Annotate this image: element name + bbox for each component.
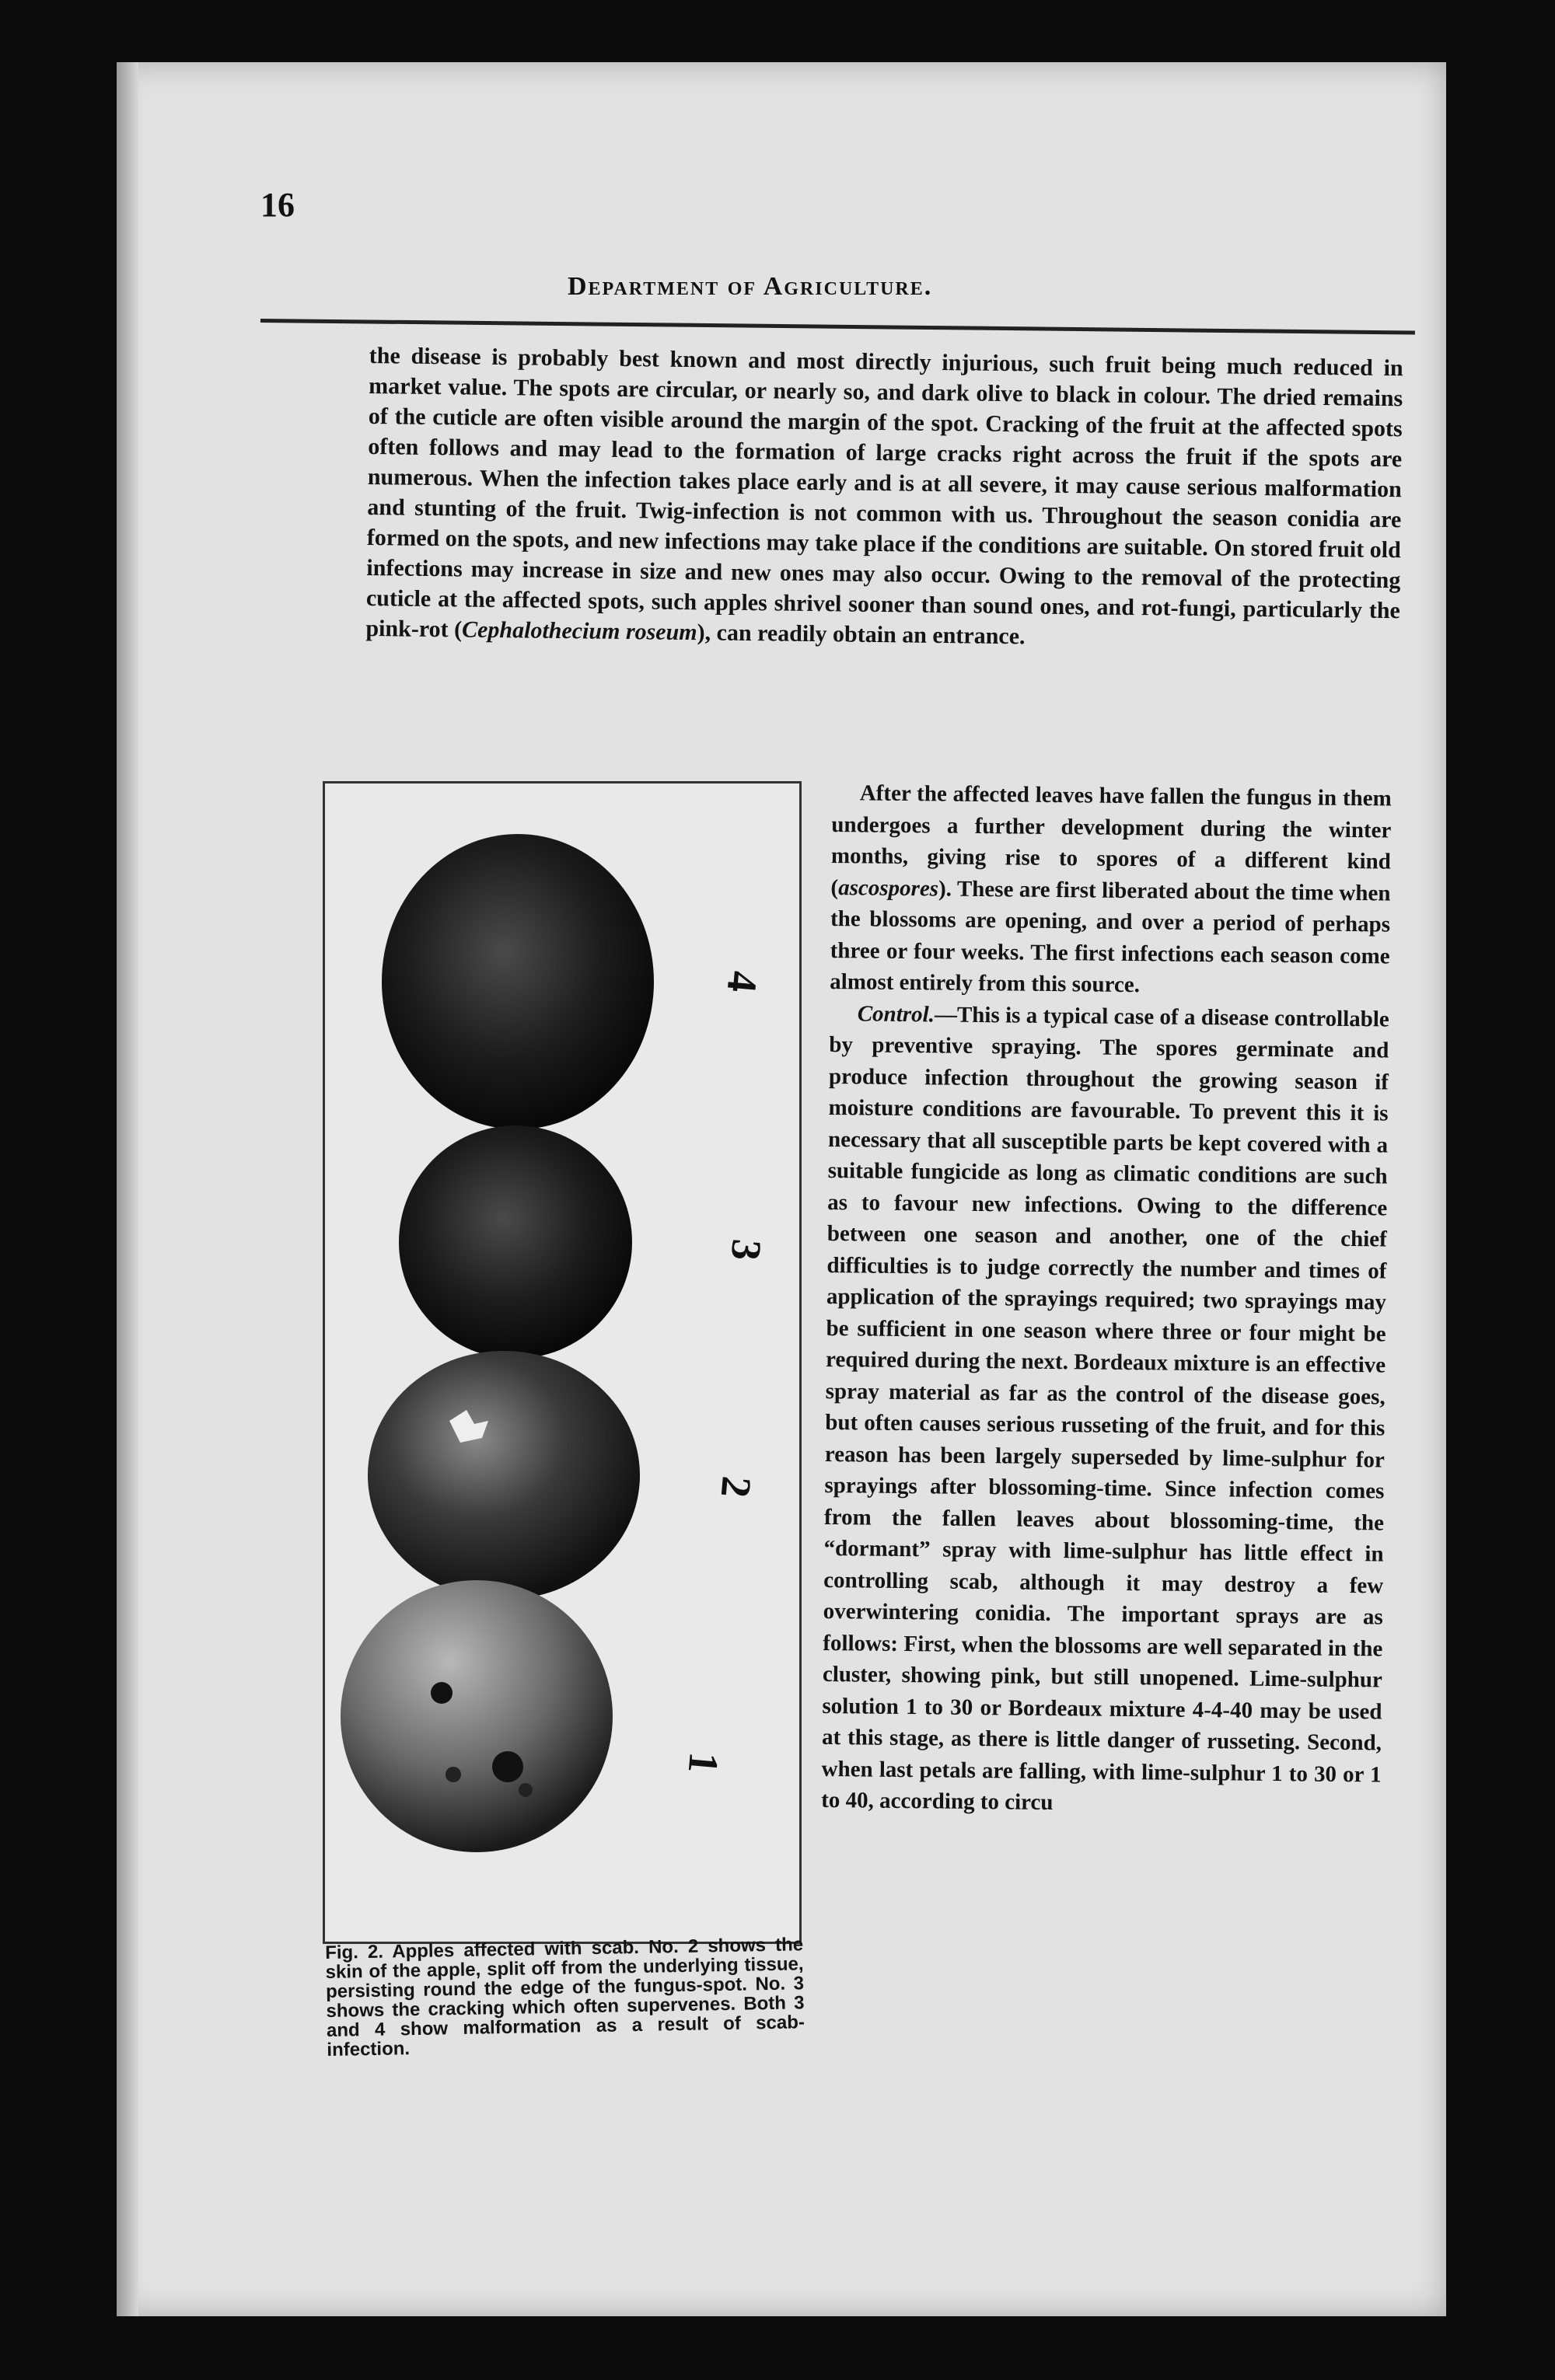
ascospores-term: ascospores [838, 874, 939, 901]
control-paragraph [821, 997, 1389, 1821]
apple-label-4: 4 [718, 968, 767, 995]
apples-illustration [325, 783, 799, 1942]
apple-label-1: 1 [679, 1750, 728, 1776]
scab-spot [492, 1751, 523, 1782]
right-column [821, 777, 1392, 1822]
figure-caption: Fig. 2. Apples affected with scab. No. 2 shows the skin of the apple, split off from the underlying tissue, persisting round the edge of the fungus-spot. No. 3 shows the cracking which often supervenes. Both 3 and 4 show malformation as a result of scab-infection. [324, 1934, 805, 2061]
apple-3 [399, 1125, 632, 1359]
control-heading: Control. [857, 1000, 935, 1027]
top-paragraph-end: ), can readily obtain an entrance. [697, 619, 1026, 650]
ascospores-paragraph [830, 777, 1392, 1003]
apple-label-3: 3 [722, 1237, 771, 1263]
scab-spot [431, 1682, 453, 1704]
scab-spot [519, 1783, 533, 1797]
scab-spot [446, 1767, 461, 1782]
apple-label-2: 2 [711, 1474, 760, 1500]
apple-2 [368, 1351, 640, 1600]
control-text: —This is a typical case of a disease controllable by preventive spraying. The spores germinate and produce infection throughout the growing season if moisture conditions are favourable. To prevent this it is necessary that all susceptible parts be kept covered with a suitable fungicide as long as climatic conditions are such as to favour new infections. Owing to the difference between one season and another, one of the chief difficulties is to judge correctly the number and times of application of the sprayings required; two sprayings may be sufficient in one season where three or four might be required during the next. Bordeaux mixture is an effective spray material as far as the control of the disease goes, but often causes serious russeting of the fruit, and for this reason has been largely superseded by lime-sulphur for sprayings after blossoming-time. Since infection comes from the fallen leaves about blossoming-time, the “dormant” spray with lime-sulphur has little effect in controlling scab, although it may destroy a few overwintering conidia. The important sprays are as follows: First, when the blossoms are well separated in the cluster, showing pink, but still unopened. Lime-sulphur solution 1 to 30 or Bordeaux mixture 4-4-40 may be used at this stage, as there is little danger of russeting. Second, when last petals are falling, with lime-sulphur 1 to 30 or 1 to 40, according to circu [821, 1001, 1389, 1816]
apple-1 [341, 1580, 613, 1852]
apple-photograph [323, 781, 802, 1944]
ascospores-text-end: ). These are first liberated about the time when the blossoms are opening, and over a period of perhaps three or four weeks. The first infections each season come almost entirely from this source. [830, 875, 1391, 998]
page-number: 16 [260, 186, 295, 224]
top-paragraph [365, 340, 1403, 656]
ascospores-text: After the affected leaves have fallen the fungus in them undergoes a further development during the winter months, giving rise to spores of a different kind ( [830, 780, 1392, 900]
top-paragraph-text: the disease is probably best known and most directly injurious, such fruit being much reduced in market value. The spots are circular, or nearly so, and dark olive to black in colour. The dried remains of the cuticle are often visible around the margin of the spot. Cracking of the fruit at the affected spots often follows and may lead to the formation of large cracks right across the fruit if the spots are numerous. When the infection takes place early and is at all severe, it may cause serious malformation and stunting of the fruit. Twig-infection is not common with us. Throughout the season conidia are formed on the spots, and new infections may take place if the conditions are suitable. On stored fruit old infections may increase in size and new ones may also occur. Owing to the removal of the protecting cuticle at the affected spots, such apples shrivel sooner than sound ones, and rot-fungi, particularly the pink-rot ( [365, 342, 1403, 643]
running-title: Department of Agriculture. [568, 272, 933, 301]
species-name: Cephalothecium roseum [461, 616, 697, 646]
apple-4 [382, 834, 654, 1129]
